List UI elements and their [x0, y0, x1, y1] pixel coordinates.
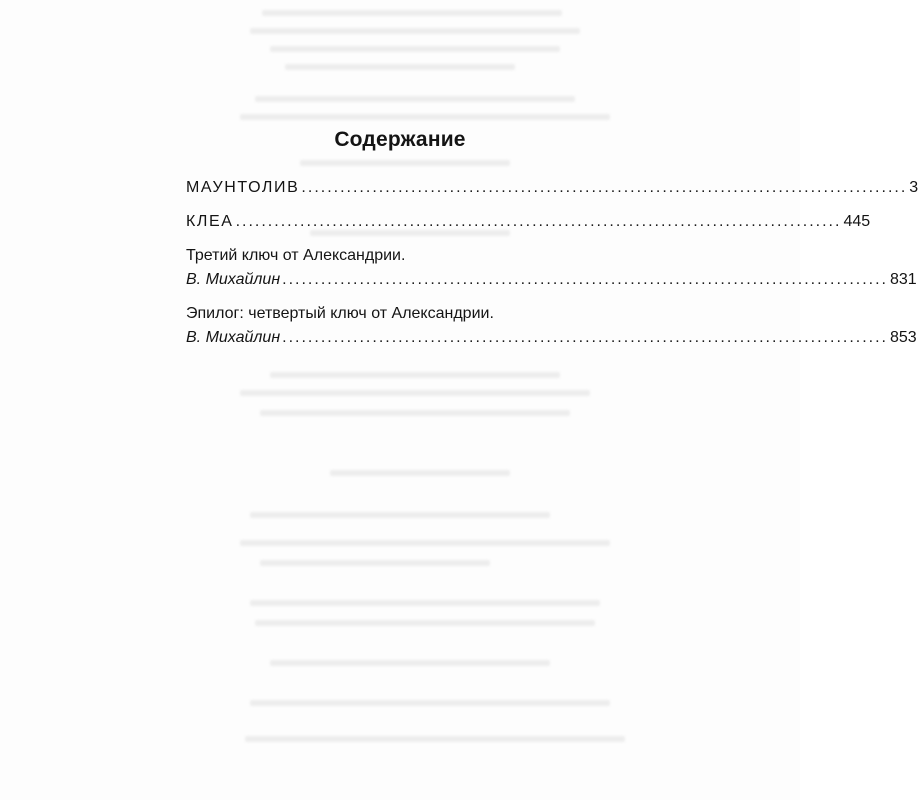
dot-leader: .............................................................................................. [301, 179, 908, 196]
toc-entry-title: Третий ключ от Александрии. [186, 247, 406, 264]
toc-entry-third-key [186, 244, 917, 292]
dot-leader: .............................................................................................. [235, 213, 842, 230]
contents-heading: Содержание [334, 128, 466, 151]
toc-entry-title: МАУНТОЛИВ [186, 179, 300, 196]
table-of-contents [186, 176, 918, 350]
toc-entry-author: В. Михайлин [186, 329, 281, 346]
toc-entry-epilogue [186, 302, 917, 350]
toc-page-number: 445 [843, 213, 871, 230]
toc-page-number: 3 [909, 179, 918, 196]
toc-entry-title: КЛЕА [186, 213, 234, 230]
toc-page-number: 831 [890, 271, 917, 288]
dot-leader: .............................................................................................. [282, 271, 888, 288]
toc-page-number: 853 [890, 329, 917, 346]
toc-entry-mauntoliv [186, 176, 918, 200]
dot-leader: .............................................................................................. [282, 329, 888, 346]
toc-entry-title: Эпилог: четвертый ключ от Александрии. [186, 305, 494, 322]
toc-entry-klea [186, 210, 871, 234]
toc-entry-author: В. Михайлин [186, 271, 281, 288]
